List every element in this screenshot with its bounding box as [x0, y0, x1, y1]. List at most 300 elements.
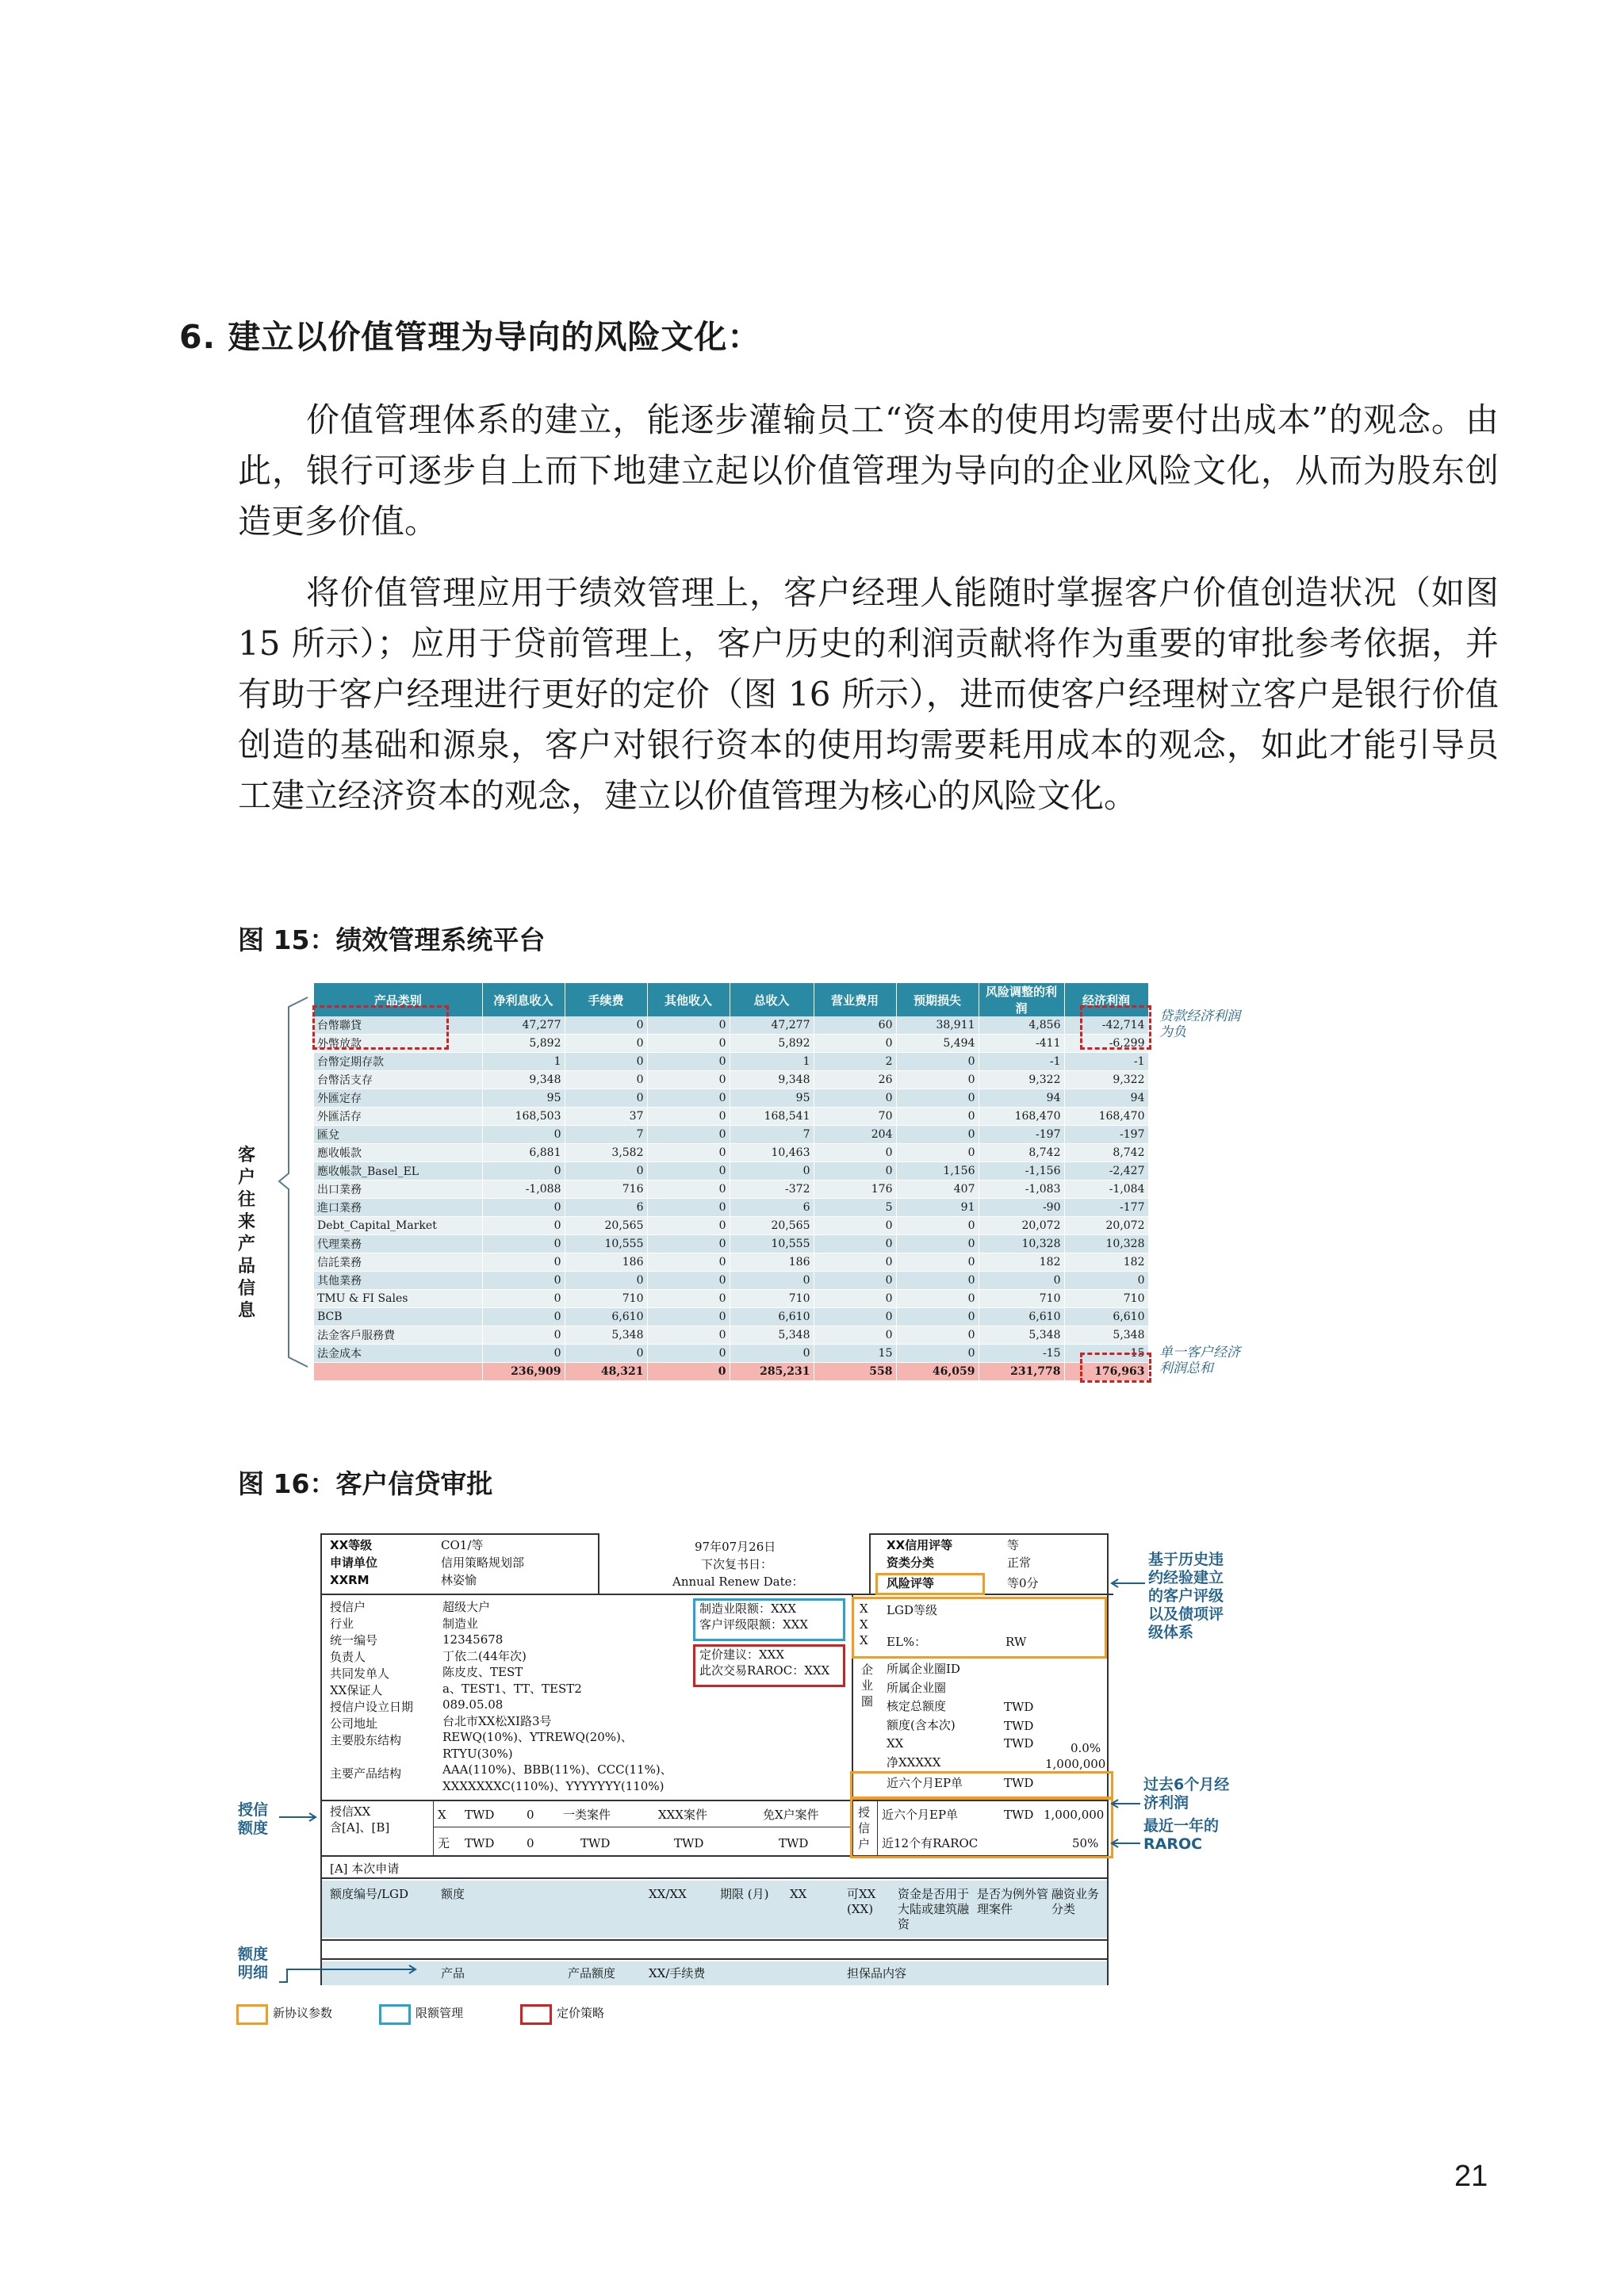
- table-cell: 6,881: [482, 1144, 565, 1162]
- price-line-1: 定价建议：XXX: [699, 1647, 785, 1662]
- table-cell: 5,892: [482, 1035, 565, 1053]
- table-cell: 0: [647, 1108, 730, 1126]
- table-cell: 0: [730, 1162, 814, 1181]
- table-cell: 710: [1064, 1290, 1148, 1308]
- table-cell: 0: [896, 1071, 979, 1089]
- table-row: [314, 1162, 1148, 1181]
- ep-label: 近六个月EP单: [887, 1776, 963, 1790]
- table-cell: 0: [647, 1199, 730, 1217]
- product-name: 進口業務: [314, 1199, 482, 1217]
- info-value: 丁依二(44年次): [442, 1648, 527, 1663]
- table-cell: 0: [647, 1126, 730, 1144]
- table-cell: 0: [979, 1272, 1064, 1290]
- detail-header: XX: [790, 1887, 807, 1901]
- credit-label-2: 含[A]、[B]: [330, 1820, 390, 1835]
- table-cell: 710: [979, 1290, 1064, 1308]
- table-cell: 5,348: [565, 1326, 647, 1345]
- product-name: 應收帳款_Basel_EL: [314, 1162, 482, 1181]
- rating-value-2: 正常: [1007, 1556, 1032, 1570]
- credit-row-1-cell: 0: [527, 1808, 534, 1822]
- table-cell: 9,322: [979, 1071, 1064, 1089]
- table-cell: -1,088: [482, 1181, 565, 1199]
- product-name: 信託業務: [314, 1253, 482, 1272]
- table-cell: 0: [565, 1345, 647, 1363]
- table-cell: 10,555: [565, 1235, 647, 1253]
- date-line-1: 97年07月26日: [695, 1540, 776, 1554]
- figure-16-title: 图 16：客户信贷审批: [238, 1468, 493, 1499]
- table-row: [314, 1108, 1148, 1126]
- table-cell: 168,541: [730, 1108, 814, 1126]
- info-label: 共同发单人: [330, 1667, 390, 1681]
- table-cell: 20,565: [730, 1217, 814, 1235]
- group-line: 核定总额度: [887, 1699, 947, 1713]
- table-cell: 0: [482, 1345, 565, 1363]
- rating-value-3: 等0分: [1007, 1576, 1039, 1590]
- credit-row-1-cell: TWD: [465, 1808, 495, 1822]
- table-cell: 168,503: [482, 1108, 565, 1126]
- table-row: [314, 1181, 1148, 1199]
- head-value-1: CO1/等: [441, 1538, 484, 1552]
- credit-row-2-cell: 无: [438, 1836, 450, 1850]
- table-cell: 186: [730, 1253, 814, 1272]
- table-cell: 0: [565, 1089, 647, 1108]
- table-cell: 20,072: [1064, 1217, 1148, 1235]
- table-cell: 186: [565, 1253, 647, 1272]
- arrow-limit-detail: [279, 1954, 422, 1985]
- table-cell: 0: [482, 1126, 565, 1144]
- total-cell: 176,963: [1064, 1363, 1148, 1381]
- table-cell: 5,348: [730, 1326, 814, 1345]
- rating-label-2: 资类分类: [887, 1556, 935, 1570]
- note-limit-detail: 额度明细: [238, 1946, 269, 1981]
- table-cell: 0: [482, 1217, 565, 1235]
- table-cell: 0: [647, 1162, 730, 1181]
- table-cell: 710: [730, 1290, 814, 1308]
- table-cell: 0: [647, 1217, 730, 1235]
- column-header: 风险调整的利润: [979, 983, 1064, 1016]
- arrow-raroc: [1110, 1838, 1142, 1849]
- table-cell: 0: [565, 1071, 647, 1089]
- total-cell: 231,778: [979, 1363, 1064, 1381]
- bottom-header: 担保品内容: [847, 1966, 907, 1980]
- legend-swatch-limit: [379, 2004, 411, 2025]
- info-label: 负责人: [330, 1650, 366, 1664]
- table-cell: 95: [730, 1089, 814, 1108]
- rating-label-3: 风险评等: [887, 1576, 935, 1590]
- group-label: 企业圈: [861, 1663, 874, 1709]
- head-label-1: XX等级: [330, 1538, 373, 1552]
- table-cell: 20,072: [979, 1217, 1064, 1235]
- table-cell: 95: [482, 1089, 565, 1108]
- credit-label-1: 授信XX: [330, 1804, 371, 1819]
- head-value-2: 信用策略规划部: [441, 1556, 525, 1570]
- client-label: 授信户: [858, 1805, 871, 1851]
- lgd-line-2: EL%：: [887, 1635, 927, 1649]
- table-row: [314, 1126, 1148, 1144]
- table-cell: 0: [896, 1053, 979, 1071]
- table-cell: 182: [979, 1253, 1064, 1272]
- table-cell: 1: [730, 1053, 814, 1071]
- table-cell: 0: [565, 1053, 647, 1071]
- table-cell: 0: [482, 1199, 565, 1217]
- detail-header: 额度: [441, 1887, 465, 1901]
- group-value-5: 1,000,000: [1045, 1757, 1106, 1771]
- total-cell: 46,059: [896, 1363, 979, 1381]
- table-cell: 1: [482, 1053, 565, 1071]
- highlight-total-ep: [1080, 1353, 1151, 1383]
- column-header: 营业费用: [814, 983, 896, 1016]
- credit-row-2-cell: 0: [527, 1836, 534, 1850]
- table-cell: 168,470: [979, 1108, 1064, 1126]
- table-cell: 0: [896, 1308, 979, 1326]
- table-cell: 0: [814, 1326, 896, 1345]
- lgd-line-3: RW: [1005, 1635, 1027, 1649]
- table-cell: 0: [565, 1035, 647, 1053]
- table-cell: 0: [565, 1272, 647, 1290]
- x-mark-1: X: [860, 1601, 868, 1616]
- table-row: [314, 1217, 1148, 1235]
- table-cell: 0: [482, 1162, 565, 1181]
- date-line-2: 下次复书日：: [701, 1557, 773, 1571]
- table-cell: 0: [647, 1326, 730, 1345]
- column-header: 手续费: [565, 983, 647, 1016]
- limit-line-2: 客户评级限额：XXX: [699, 1617, 809, 1632]
- table-row: [314, 1071, 1148, 1089]
- table-cell: 5,494: [896, 1035, 979, 1053]
- total-cell: [314, 1363, 482, 1381]
- product-name: 外匯定存: [314, 1089, 482, 1108]
- detail-header: 资金是否用于大陆或建筑融资: [898, 1887, 970, 1931]
- table-cell: 5,348: [979, 1326, 1064, 1345]
- table-cell: 9,348: [730, 1071, 814, 1089]
- table-cell: -1,156: [979, 1162, 1064, 1181]
- total-row: [314, 1363, 1148, 1381]
- table-cell: -1: [979, 1053, 1064, 1071]
- head-label-2: 申请单位: [330, 1556, 378, 1570]
- table-cell: 1,156: [896, 1162, 979, 1181]
- info-label: 主要产品结构: [330, 1766, 402, 1781]
- credit-row-2-cell: TWD: [674, 1836, 704, 1850]
- table-row: [314, 1053, 1148, 1071]
- table-cell: 0: [896, 1089, 979, 1108]
- table-cell: -2,427: [1064, 1162, 1148, 1181]
- paragraph-1: 价值管理体系的建立，能逐步灌输员工“资本的使用均需要付出成本”的观念。由此，银行可逐步自上而下地建立起以价值管理为导向的企业风险文化，从而为股东创造更多价值。: [238, 400, 1499, 541]
- product-name: 台幣聯貸: [314, 1016, 482, 1035]
- rating-value-1: 等: [1007, 1538, 1020, 1552]
- total-cell: 285,231: [730, 1363, 814, 1381]
- highlight-loan-rows: [312, 1005, 449, 1050]
- product-name: 法金客戶服務費: [314, 1326, 482, 1345]
- table-cell: 6,610: [565, 1308, 647, 1326]
- arrow-credit-limit: [279, 1812, 320, 1822]
- table-cell: 0: [482, 1272, 565, 1290]
- table-cell: 8,742: [1064, 1144, 1148, 1162]
- table-cell: 26: [814, 1071, 896, 1089]
- table-cell: 0: [647, 1290, 730, 1308]
- info-label: XX保证人: [330, 1683, 383, 1697]
- table-cell: 9,348: [482, 1071, 565, 1089]
- x-mark-3: X: [860, 1633, 868, 1647]
- table-cell: -197: [979, 1126, 1064, 1144]
- info-label: 授信户设立日期: [330, 1700, 414, 1714]
- table-cell: 0: [814, 1308, 896, 1326]
- table-row: [314, 1272, 1148, 1290]
- table-cell: 10,328: [1064, 1235, 1148, 1253]
- table-cell: -1: [1064, 1053, 1148, 1071]
- product-name: 台幣活支存: [314, 1071, 482, 1089]
- table-cell: 0: [896, 1126, 979, 1144]
- table-row: [314, 1235, 1148, 1253]
- legend-limit: 限额管理: [416, 2006, 464, 2020]
- table-cell: 7: [730, 1126, 814, 1144]
- table-cell: 0: [647, 1181, 730, 1199]
- arrow-ep: [1110, 1798, 1142, 1809]
- table-row: [314, 1089, 1148, 1108]
- note-total-ep: 单一客户经济利润总和: [1159, 1345, 1240, 1376]
- table-cell: 10,328: [979, 1235, 1064, 1253]
- table-cell: 0: [647, 1235, 730, 1253]
- group-line: 所属企业圈ID: [887, 1662, 960, 1676]
- table-cell: 0: [565, 1162, 647, 1181]
- rating-label-1: XX信用评等: [887, 1538, 953, 1552]
- table-cell: 0: [896, 1345, 979, 1363]
- group-line: XX: [887, 1736, 904, 1751]
- table-cell: 6: [730, 1199, 814, 1217]
- table-cell: 10,463: [730, 1144, 814, 1162]
- table-cell: 0: [482, 1253, 565, 1272]
- table-cell: 8,742: [979, 1144, 1064, 1162]
- product-name: 匯兌: [314, 1126, 482, 1144]
- info-value: a、TEST1、TT、TEST2: [442, 1681, 582, 1696]
- table-cell: 37: [565, 1108, 647, 1126]
- note-credit-limit: 授信额度: [238, 1801, 269, 1837]
- column-header: 经济利润: [1064, 983, 1148, 1016]
- product-name: TMU & FI Sales: [314, 1290, 482, 1308]
- product-name: 代理業務: [314, 1235, 482, 1253]
- table-cell: 0: [896, 1272, 979, 1290]
- bracket-left: [278, 996, 317, 1368]
- info-value: 12345678: [442, 1632, 504, 1647]
- table-cell: 6,610: [979, 1308, 1064, 1326]
- table-row: [314, 1290, 1148, 1308]
- product-name: 外匯活存: [314, 1108, 482, 1126]
- info-label: 行业: [330, 1617, 354, 1631]
- group-value-1: TWD: [1004, 1700, 1034, 1714]
- credit-row-2-cell: TWD: [465, 1836, 495, 1850]
- table-cell: 5: [814, 1199, 896, 1217]
- table-cell: 0: [647, 1053, 730, 1071]
- table-cell: 70: [814, 1108, 896, 1126]
- table-cell: 2: [814, 1053, 896, 1071]
- table-cell: 10,555: [730, 1235, 814, 1253]
- detail-header: XX/XX: [649, 1887, 687, 1901]
- credit-row-1-cell: 免X户案件: [763, 1808, 819, 1822]
- table-cell: -177: [1064, 1199, 1148, 1217]
- table-cell: 176: [814, 1181, 896, 1199]
- group-value-3: TWD: [1004, 1736, 1034, 1751]
- table-cell: 0: [814, 1035, 896, 1053]
- raroc-value: 50%: [1072, 1836, 1099, 1850]
- total-cell: 558: [814, 1363, 896, 1381]
- table-cell: 710: [565, 1290, 647, 1308]
- arrow-rating: [1110, 1578, 1147, 1589]
- product-name: 台幣定期存款: [314, 1053, 482, 1071]
- table-cell: -197: [1064, 1126, 1148, 1144]
- table-cell: 0: [896, 1326, 979, 1345]
- legend-price: 定价策略: [557, 2006, 605, 2020]
- bottom-header: 产品: [441, 1966, 465, 1980]
- info-value: 089.05.08: [442, 1697, 504, 1712]
- table-cell: 15: [814, 1345, 896, 1363]
- info-label: 统一编号: [330, 1633, 378, 1647]
- note-raroc: 最近一年的RAROC: [1143, 1817, 1220, 1853]
- table-cell: 3,582: [565, 1144, 647, 1162]
- table-cell: -411: [979, 1035, 1064, 1053]
- table-cell: 0: [482, 1326, 565, 1345]
- note-ep-six-months: 过去6个月经济利润: [1143, 1776, 1230, 1812]
- table-cell: 0: [482, 1290, 565, 1308]
- table-cell: 0: [1064, 1272, 1148, 1290]
- info-value: 超级大户: [442, 1600, 491, 1614]
- product-name: 應收帳款: [314, 1144, 482, 1162]
- table-cell: 0: [647, 1308, 730, 1326]
- lgd-line-1: LGD等级: [887, 1603, 937, 1617]
- table-cell: 168,470: [1064, 1108, 1148, 1126]
- credit-row-2-cell: TWD: [580, 1836, 611, 1850]
- info-value: 陈皮皮、TEST: [442, 1665, 523, 1679]
- table-cell: 0: [647, 1071, 730, 1089]
- bottom-header: 产品额度: [568, 1966, 616, 1980]
- table-cell: 0: [896, 1253, 979, 1272]
- info-value: AAA(110%)、BBB(11%)、CCC(11%)、: [442, 1762, 672, 1777]
- paragraph-2: 将价值管理应用于绩效管理上，客户经理人能随时掌握客户价值创造状况（如图 15 所示）；应用于贷前管理上，客户历史的利润贡献将作为重要的审批参考依据，并有助于客户经理进行更好的定价（图 16 所示），进而使客户经理树立客户是银行价值创造的基础和源泉，客户对银行资本的使用均需要耗用成本的观念，如此才能引导员工建立经济资本的观念，建立以价值管理为核心的风险文化。: [238, 573, 1499, 815]
- group-line: 所属企业圈: [887, 1680, 947, 1695]
- price-line-2: 此次交易RAROC：XXX: [699, 1663, 830, 1678]
- table-cell: 0: [647, 1089, 730, 1108]
- table-cell: -90: [979, 1199, 1064, 1217]
- table-cell: -1,083: [979, 1181, 1064, 1199]
- table-cell: 204: [814, 1126, 896, 1144]
- figure-15-title: 图 15：绩效管理系统平台: [238, 924, 546, 955]
- column-header: 净利息收入: [482, 983, 565, 1016]
- table-cell: 38,911: [896, 1016, 979, 1035]
- table-cell: 0: [814, 1162, 896, 1181]
- credit-row-2-cell: TWD: [779, 1836, 809, 1850]
- table-cell: -372: [730, 1181, 814, 1199]
- table-cell: 0: [647, 1144, 730, 1162]
- table-cell: 91: [896, 1199, 979, 1217]
- table-cell: 0: [482, 1235, 565, 1253]
- column-header: 预期损失: [896, 983, 979, 1016]
- table-cell: 0: [730, 1272, 814, 1290]
- date-line-3: Annual Renew Date：: [672, 1575, 804, 1589]
- table-cell: -6,299: [1064, 1035, 1148, 1053]
- group-line: 额度(含本次): [887, 1717, 956, 1732]
- credit-row-1-cell: XXX案件: [658, 1808, 708, 1822]
- table-cell: 0: [730, 1345, 814, 1363]
- table-row: [314, 1253, 1148, 1272]
- table-cell: 0: [647, 1035, 730, 1053]
- detail-header: 期限 (月): [720, 1887, 769, 1901]
- product-name: 外幣放款: [314, 1035, 482, 1053]
- section-title: 6. 建立以价值管理为导向的风险文化：: [179, 318, 761, 356]
- table-cell: 182: [1064, 1253, 1148, 1272]
- group-value-2: TWD: [1004, 1719, 1034, 1733]
- table-cell: 5,892: [730, 1035, 814, 1053]
- table-cell: 20,565: [565, 1217, 647, 1235]
- detail-header: 是否为例外管理案件: [977, 1887, 1049, 1916]
- raroc-label: 近12个有RAROC: [882, 1836, 979, 1850]
- detail-header: 额度编号/LGD: [330, 1887, 409, 1901]
- table-cell: 0: [896, 1108, 979, 1126]
- table-cell: 0: [814, 1089, 896, 1108]
- table-cell: 0: [814, 1217, 896, 1235]
- info-value: RTYU(30%): [442, 1746, 513, 1761]
- table-cell: 0: [565, 1016, 647, 1035]
- column-header: 其他收入: [647, 983, 730, 1016]
- credit-row-1-cell: 一类案件: [563, 1808, 611, 1822]
- table-cell: 0: [896, 1235, 979, 1253]
- product-name: 法金成本: [314, 1345, 482, 1363]
- product-name: BCB: [314, 1308, 482, 1326]
- table-cell: -15: [979, 1345, 1064, 1363]
- info-value: XXXXXXXC(110%)、YYYYYYY(110%): [442, 1778, 665, 1793]
- table-cell: 0: [814, 1235, 896, 1253]
- table-cell: 0: [896, 1217, 979, 1235]
- table-cell: 0: [647, 1016, 730, 1035]
- table-row: [314, 1345, 1148, 1363]
- legend-swatch-new: [236, 2004, 268, 2025]
- table-row: [314, 1144, 1148, 1162]
- info-value: 制造业: [442, 1616, 479, 1631]
- table-cell: 7: [565, 1126, 647, 1144]
- table-cell: -1,084: [1064, 1181, 1148, 1199]
- ep6-label: 近六个月EP单: [882, 1808, 959, 1822]
- total-cell: 48,321: [565, 1363, 647, 1381]
- limit-line-1: 制造业限额：XXX: [699, 1601, 797, 1616]
- group-line: 净XXXXX: [887, 1755, 941, 1770]
- table-cell: 0: [814, 1144, 896, 1162]
- ep-value: TWD: [1004, 1776, 1034, 1790]
- ep6-value: 1,000,000: [1044, 1808, 1105, 1822]
- table-cell: 94: [1064, 1089, 1148, 1108]
- table-cell: 94: [979, 1089, 1064, 1108]
- info-value: REWQ(10%)、YTREWQ(20%)、: [442, 1730, 633, 1744]
- info-label: 公司地址: [330, 1716, 378, 1731]
- table-cell: 6: [565, 1199, 647, 1217]
- credit-row-1-cell: X: [438, 1808, 446, 1822]
- table-cell: 4,856: [979, 1016, 1064, 1035]
- table-cell: 0: [647, 1253, 730, 1272]
- table-cell: 716: [565, 1181, 647, 1199]
- table-cell: 60: [814, 1016, 896, 1035]
- table-cell: 407: [896, 1181, 979, 1199]
- table-cell: 0: [647, 1272, 730, 1290]
- rating-highlight-box: [875, 1573, 985, 1595]
- total-cell: 0: [647, 1363, 730, 1381]
- table-cell: 6,610: [1064, 1308, 1148, 1326]
- table-cell: 0: [814, 1253, 896, 1272]
- table-cell: 0: [814, 1290, 896, 1308]
- head-value-3: 林姿愉: [441, 1573, 477, 1587]
- x-mark-2: X: [860, 1617, 868, 1632]
- table-cell: 0: [647, 1345, 730, 1363]
- table-cell: 6,610: [730, 1308, 814, 1326]
- table-row: [314, 1326, 1148, 1345]
- product-name: 出口業務: [314, 1181, 482, 1199]
- highlight-negative-ep: [1080, 1005, 1151, 1050]
- table-cell: -15: [1064, 1345, 1148, 1363]
